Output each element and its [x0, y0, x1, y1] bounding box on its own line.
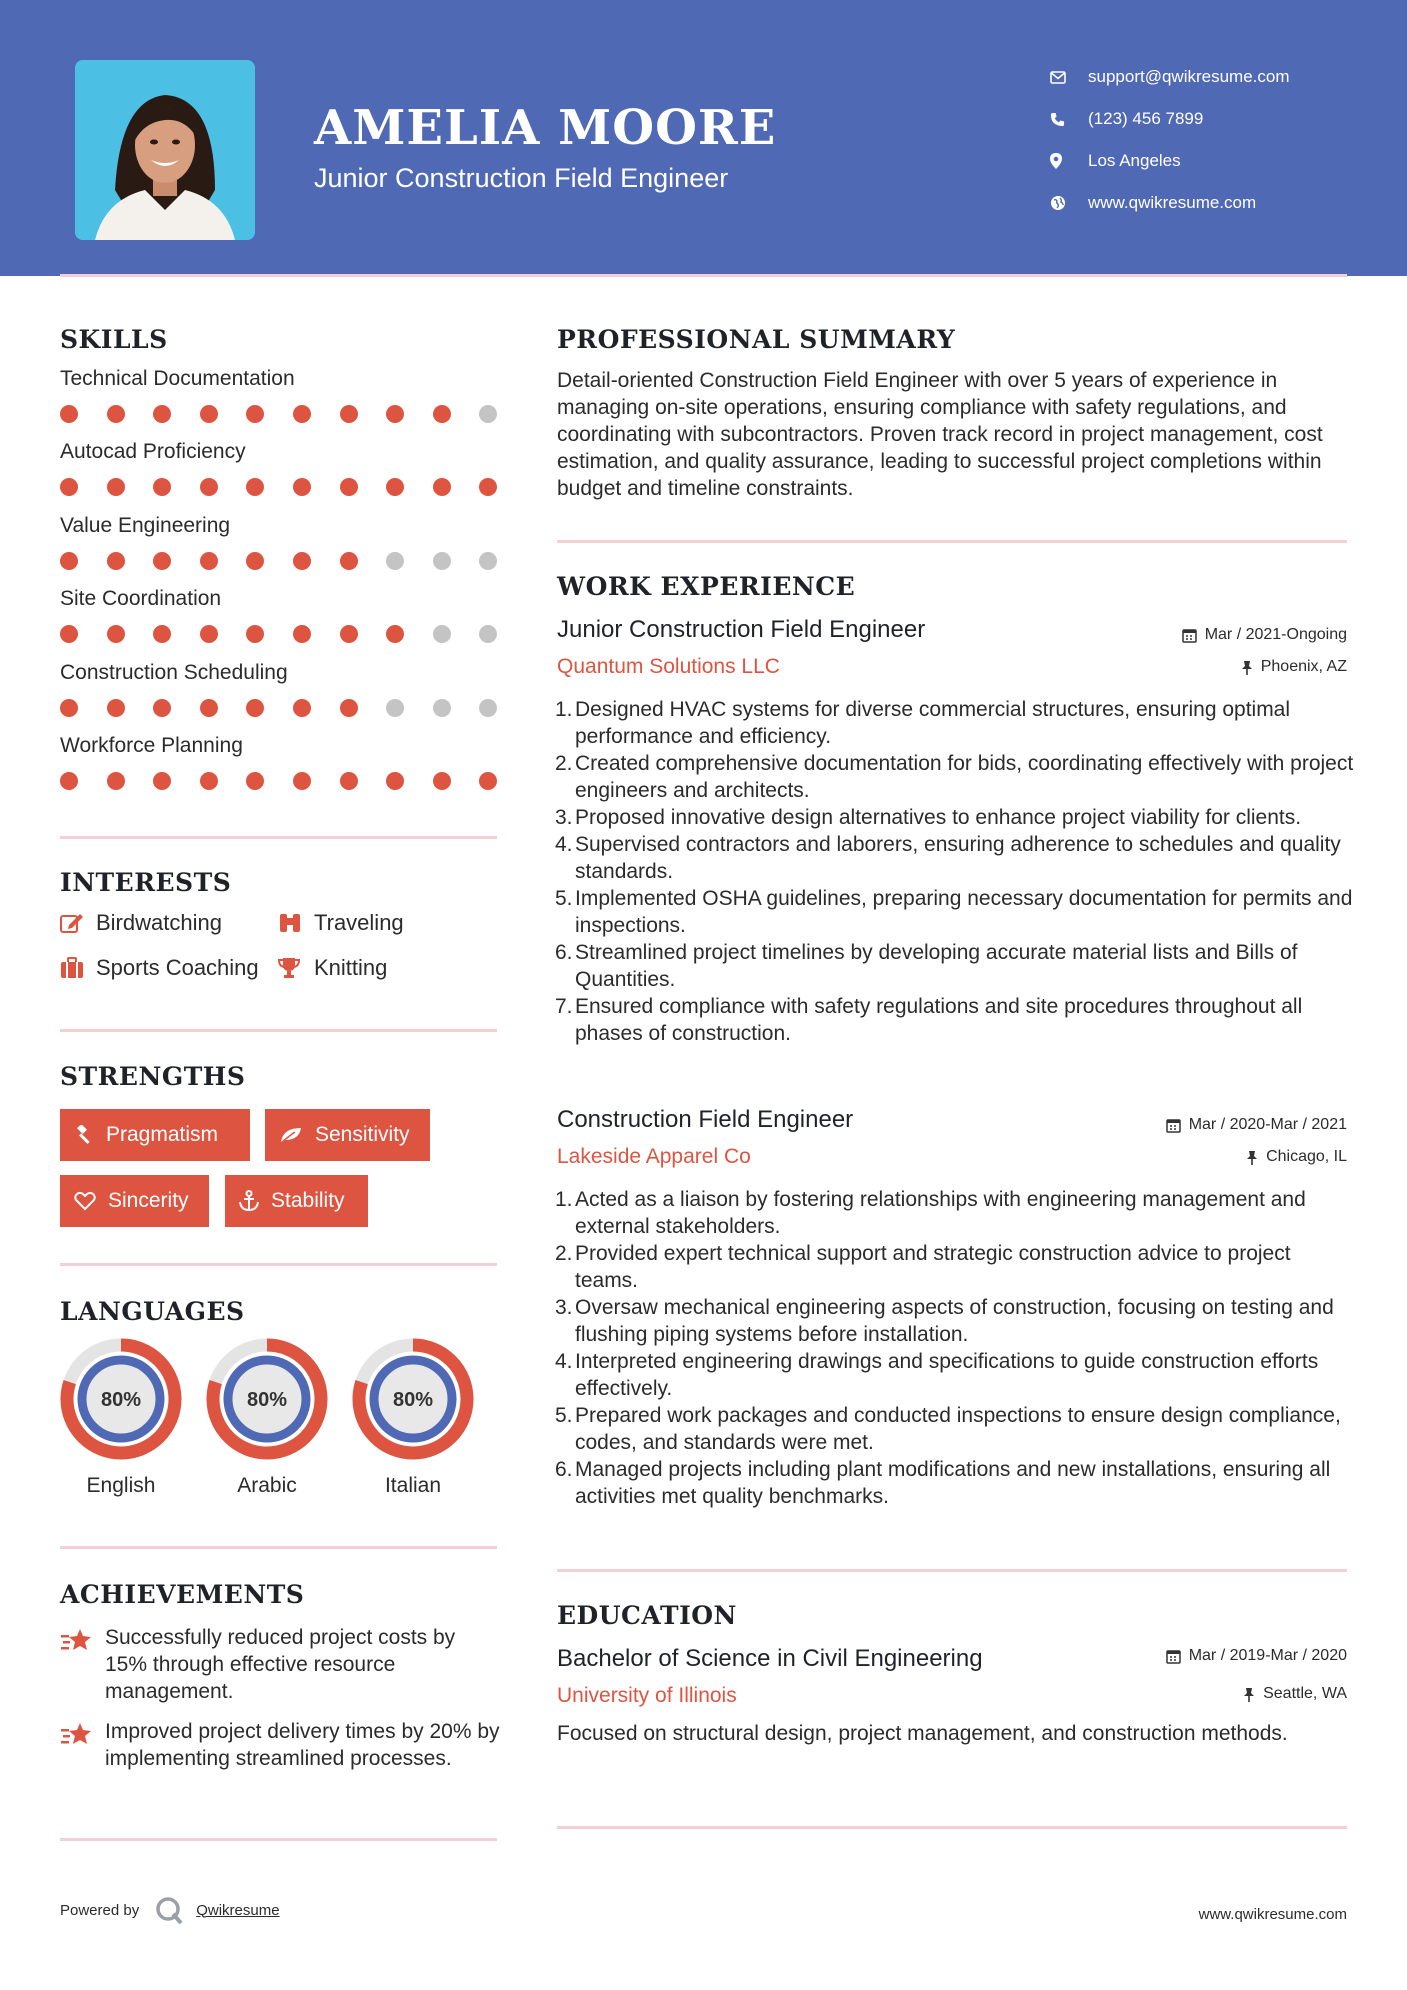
summary-text: Detail-oriented Construction Field Engineer with over 5 years of experience in managing on-site operations, ensuring compliance with safety regulations, and coordinating with subcontractors. Proven track record in project management, cost estimation, and quality assurance, leading to successful project completions within budget and timeline constraints. — [557, 369, 1323, 500]
header-divider — [60, 274, 1347, 277]
gavel-icon — [74, 1125, 94, 1145]
job-dates — [1182, 626, 1347, 644]
rating-dot-filled — [386, 772, 404, 790]
contact-email-text: support@qwikresume.com — [1088, 67, 1290, 86]
leaf-icon — [279, 1126, 303, 1144]
summary-divider — [557, 540, 1347, 543]
skill-name: Value Engineering — [60, 513, 231, 537]
bullet-number: 1. — [555, 1188, 573, 1211]
rating-dot-filled — [153, 625, 171, 643]
interests-divider — [60, 1029, 497, 1032]
bullet-number: 7. — [555, 995, 573, 1018]
education-divider — [557, 1826, 1347, 1829]
job-dates-text: Mar / 2020-Mar / 2021 — [1188, 1116, 1347, 1133]
rating-dot-empty — [433, 699, 451, 717]
bullet-number: 6. — [555, 1458, 573, 1481]
rating-dot-filled — [433, 478, 451, 496]
bullet-text: Ensured compliance with safety regulations and site procedures throughout all phases of construction. — [575, 995, 1303, 1045]
language-percent: 80% — [100, 1389, 142, 1411]
language-ring — [206, 1338, 328, 1460]
footer-website[interactable]: www.qwikresume.com — [1198, 1906, 1347, 1923]
powered-by-text: Powered by — [60, 1901, 140, 1919]
bullet-item — [555, 831, 1355, 885]
bullet-number: 6. — [555, 941, 573, 964]
achievements-heading: ACHIEVEMENTS — [60, 1580, 305, 1609]
contact-location — [1050, 140, 1290, 182]
candidate-title: Junior Construction Field Engineer — [314, 163, 729, 193]
rating-dot-filled — [293, 625, 311, 643]
bullet-number: 4. — [555, 833, 573, 856]
job-bullets — [555, 696, 1355, 1047]
language-ring — [60, 1338, 182, 1460]
rating-dot-filled — [293, 478, 311, 496]
rating-dot-filled — [153, 405, 171, 423]
bullet-item — [555, 885, 1355, 939]
interest-item — [278, 910, 404, 936]
rating-dot-filled — [107, 405, 125, 423]
strength-tag — [265, 1109, 430, 1161]
rating-dot-filled — [386, 478, 404, 496]
interest-item — [278, 955, 387, 981]
bullet-number: 5. — [555, 1404, 573, 1427]
bullet-item — [555, 1240, 1355, 1294]
company-name: Lakeside Apparel Co — [557, 1145, 751, 1168]
job-location — [1246, 1148, 1347, 1166]
contact-phone-text: (123) 456 7899 — [1088, 109, 1204, 128]
candidate-name: AMELIA MOORE — [314, 100, 777, 156]
language-percent: 80% — [246, 1389, 288, 1411]
bullet-number: 2. — [555, 1242, 573, 1265]
rating-dot-empty — [479, 405, 497, 423]
medal-star-icon — [60, 1718, 105, 1772]
job-title: Junior Construction Field Engineer — [557, 616, 926, 643]
interest-label: Traveling — [314, 910, 404, 935]
strength-label: Pragmatism — [106, 1123, 219, 1146]
bullet-item — [555, 696, 1355, 750]
achievements-divider — [60, 1838, 497, 1841]
languages-heading: LANGUAGES — [60, 1297, 245, 1326]
resume-header — [0, 0, 1407, 276]
rating-dot-empty — [433, 625, 451, 643]
strength-tag — [60, 1175, 209, 1227]
rating-dot-filled — [153, 478, 171, 496]
rating-dot-filled — [246, 699, 264, 717]
rating-dot-filled — [107, 478, 125, 496]
rating-dot-filled — [340, 478, 358, 496]
languages-divider — [60, 1546, 497, 1549]
bullet-number: 3. — [555, 806, 573, 829]
rating-dot-filled — [153, 772, 171, 790]
interests-heading: INTERESTS — [60, 868, 232, 897]
skills-divider — [60, 836, 497, 839]
rating-dot-filled — [107, 772, 125, 790]
pencil-square-icon — [60, 912, 96, 934]
trophy-icon — [278, 957, 314, 979]
strengths-heading: STRENGTHS — [60, 1062, 246, 1091]
calendar-icon — [1166, 1649, 1181, 1664]
rating-dot-empty — [479, 625, 497, 643]
achievement-text: Successfully reduced project costs by 15% through effective resource management. — [105, 1626, 456, 1703]
interest-label: Sports Coaching — [96, 955, 259, 980]
skill-name: Workforce Planning — [60, 734, 243, 757]
contact-phone[interactable] — [1050, 98, 1290, 140]
bullet-text: Supervised contractors and laborers, ensuring adherence to schedules and quality standards. — [575, 833, 1341, 883]
rating-dot-filled — [107, 625, 125, 643]
medal-star-icon — [60, 1624, 105, 1705]
summary-heading: PROFESSIONAL SUMMARY — [557, 325, 956, 354]
bullet-number: 3. — [555, 1296, 573, 1319]
rating-dot-filled — [293, 699, 311, 717]
experience-divider — [557, 1569, 1347, 1572]
rating-dot-filled — [153, 699, 171, 717]
strength-label: Sensitivity — [315, 1123, 410, 1146]
bullet-number: 5. — [555, 887, 573, 910]
education-dates — [1166, 1647, 1347, 1665]
footer-powered-by — [60, 1895, 280, 1925]
bullet-text: Interpreted engineering drawings and specifications to guide construction efforts effectively. — [575, 1350, 1319, 1400]
strengths-divider — [60, 1263, 497, 1266]
language-ring — [352, 1338, 474, 1460]
skill-name: Site Coordination — [60, 587, 222, 611]
rating-dot-filled — [107, 699, 125, 717]
bullet-item — [555, 1294, 1355, 1348]
skill-name: Construction Scheduling — [60, 660, 288, 684]
bullet-text: Provided expert technical support and strategic construction advice to project teams. — [575, 1242, 1291, 1292]
envelope-icon — [1050, 71, 1088, 84]
language-percent: 80% — [392, 1389, 434, 1411]
bullet-text: Acted as a liaison by fostering relationships with engineering management and external stakeholders. — [575, 1188, 1306, 1238]
anchor-icon — [239, 1190, 259, 1212]
rating-dot-filled — [60, 405, 78, 423]
rating-dot-filled — [433, 772, 451, 790]
education-location — [1243, 1685, 1347, 1703]
education-description: Focused on structural design, project management, and construction methods. — [557, 1722, 1288, 1745]
rating-dot-filled — [200, 699, 218, 717]
achievement-text: Improved project delivery times by 20% by implementing streamlined processes. — [105, 1720, 500, 1770]
bullet-number: 2. — [555, 752, 573, 775]
education-heading: EDUCATION — [557, 1601, 737, 1630]
rating-dot-filled — [200, 772, 218, 790]
rating-dot-filled — [479, 478, 497, 496]
bullet-text: Created comprehensive documentation for bids, coordinating effectively with project engineers and architects. — [575, 752, 1354, 802]
language-name: English — [86, 1474, 156, 1497]
contact-website[interactable] — [1050, 182, 1290, 224]
skill-name: Autocad Proficiency — [60, 440, 246, 464]
profile-photo — [75, 60, 255, 240]
rating-dot-empty — [479, 699, 497, 717]
rating-dot-empty — [386, 699, 404, 717]
strength-label: Stability — [271, 1189, 345, 1212]
rating-dot-filled — [293, 552, 311, 570]
rating-dot-filled — [293, 772, 311, 790]
education-location-text: Seattle, WA — [1263, 1685, 1347, 1702]
degree-title: Bachelor of Science in Civil Engineering — [557, 1645, 983, 1672]
strength-label: Sincerity — [108, 1189, 189, 1212]
job-location — [1241, 658, 1347, 676]
bullet-item — [555, 993, 1355, 1047]
job-bullets — [555, 1186, 1355, 1510]
pushpin-icon — [1241, 660, 1253, 675]
bullet-item — [555, 804, 1355, 831]
rating-dot-filled — [60, 625, 78, 643]
map-pin-icon — [1050, 153, 1088, 169]
rating-dot-empty — [479, 552, 497, 570]
contact-website-text: www.qwikresume.com — [1088, 193, 1257, 212]
qwikresume-link[interactable]: Qwikresume — [196, 1901, 280, 1919]
globe-icon — [1050, 195, 1088, 211]
rating-dot-empty — [433, 552, 451, 570]
binoculars-icon — [278, 912, 314, 934]
rating-dot-filled — [433, 405, 451, 423]
pushpin-icon — [1243, 1687, 1255, 1702]
rating-dot-filled — [479, 772, 497, 790]
company-name: Quantum Solutions LLC — [557, 655, 780, 678]
rating-dot-filled — [293, 405, 311, 423]
interest-label: Knitting — [314, 955, 388, 980]
contact-email[interactable] — [1050, 56, 1290, 98]
language-name: Arabic — [237, 1474, 297, 1497]
job-location-text: Phoenix, AZ — [1260, 658, 1347, 675]
bullet-text: Streamlined project timelines by developing accurate material lists and Bills of Quantities. — [575, 941, 1298, 991]
rating-dot-filled — [200, 405, 218, 423]
skills-heading: SKILLS — [60, 325, 168, 354]
rating-dot-filled — [246, 478, 264, 496]
rating-dot-filled — [386, 405, 404, 423]
interest-item — [60, 955, 259, 981]
bullet-text: Implemented OSHA guidelines, preparing necessary documentation for permits and inspections. — [575, 887, 1353, 937]
bullet-item — [555, 1186, 1355, 1240]
rating-dot-filled — [340, 405, 358, 423]
strength-tag — [225, 1175, 368, 1227]
rating-dot-filled — [246, 552, 264, 570]
achievement-item — [60, 1718, 500, 1772]
pushpin-icon — [1246, 1150, 1258, 1165]
rating-dot-filled — [60, 478, 78, 496]
job-title: Construction Field Engineer — [557, 1106, 854, 1133]
skill-name: Technical Documentation — [60, 367, 295, 390]
bullet-text: Designed HVAC systems for diverse commercial structures, ensuring optimal performance and efficiency. — [575, 698, 1291, 748]
achievement-item — [60, 1624, 500, 1705]
contact-location-text: Los Angeles — [1088, 151, 1181, 170]
interest-label: Birdwatching — [96, 910, 222, 935]
rating-dot-filled — [200, 552, 218, 570]
bullet-item — [555, 750, 1355, 804]
phone-icon — [1050, 112, 1088, 127]
rating-dot-filled — [60, 699, 78, 717]
bullet-item — [555, 1456, 1355, 1510]
bullet-number: 1. — [555, 698, 573, 721]
calendar-icon — [1166, 1118, 1181, 1133]
briefcase-icon — [60, 957, 96, 979]
language-name: Italian — [384, 1474, 442, 1497]
job-dates — [1166, 1116, 1347, 1134]
rating-dot-filled — [60, 772, 78, 790]
qwikresume-logo-icon — [154, 1895, 184, 1925]
education-dates-text: Mar / 2019-Mar / 2020 — [1188, 1647, 1347, 1664]
bullet-text: Prepared work packages and conducted inspections to ensure design compliance, codes, and standards were met. — [575, 1404, 1341, 1454]
bullet-number: 4. — [555, 1350, 573, 1373]
rating-dot-filled — [153, 552, 171, 570]
bullet-item — [555, 1348, 1355, 1402]
bullet-text: Managed projects including plant modifications and new installations, ensuring all activities met quality benchmarks. — [575, 1458, 1331, 1508]
strength-tag — [60, 1109, 250, 1161]
school-name: University of Illinois — [557, 1684, 737, 1707]
job-location-text: Chicago, IL — [1266, 1148, 1347, 1165]
rating-dot-filled — [340, 699, 358, 717]
bullet-text: Proposed innovative design alternatives to enhance project viability for clients. — [575, 806, 1302, 829]
rating-dot-filled — [386, 625, 404, 643]
rating-dot-filled — [246, 405, 264, 423]
bullet-item — [555, 1402, 1355, 1456]
job-dates-text: Mar / 2021-Ongoing — [1204, 626, 1347, 643]
experience-heading: WORK EXPERIENCE — [557, 572, 856, 601]
heart-icon — [74, 1191, 96, 1211]
rating-dot-filled — [60, 552, 78, 570]
bullet-text: Oversaw mechanical engineering aspects of construction, focusing on testing and flushing piping systems before installation. — [575, 1296, 1334, 1346]
rating-dot-empty — [386, 552, 404, 570]
rating-dot-filled — [107, 552, 125, 570]
contact-list — [1050, 56, 1290, 224]
rating-dot-filled — [246, 772, 264, 790]
interest-item — [60, 910, 222, 936]
bullet-item — [555, 939, 1355, 993]
rating-dot-filled — [200, 625, 218, 643]
rating-dot-filled — [340, 625, 358, 643]
rating-dot-filled — [340, 552, 358, 570]
rating-dot-filled — [246, 625, 264, 643]
calendar-icon — [1182, 628, 1197, 643]
rating-dot-filled — [200, 478, 218, 496]
rating-dot-filled — [340, 772, 358, 790]
